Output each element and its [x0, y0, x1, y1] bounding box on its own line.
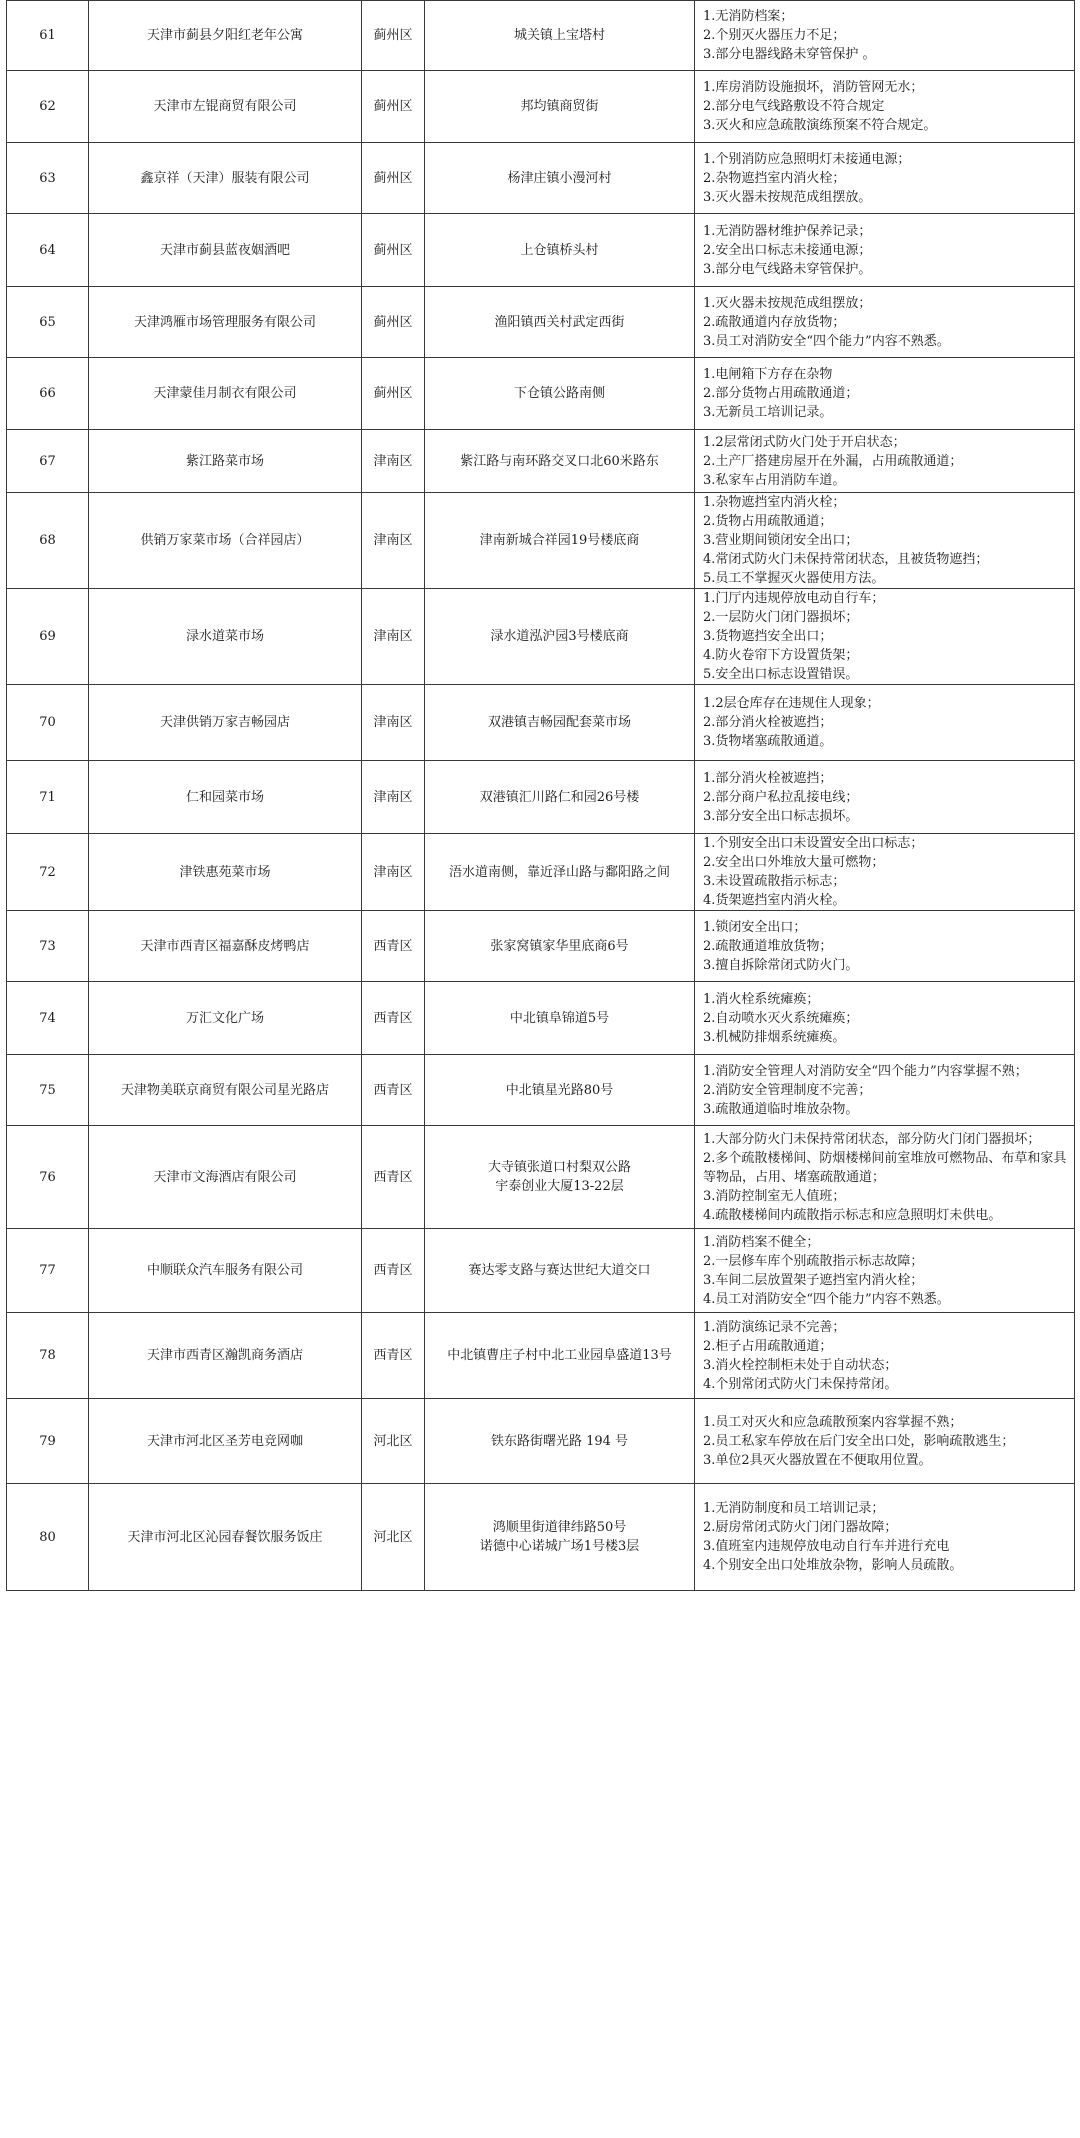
address-line: 鸿顺里街道律纬路50号 [492, 1520, 627, 1535]
unit-name-cell: 渌水道菜市场 [89, 589, 362, 685]
district-cell: 河北区 [362, 1399, 425, 1484]
district-cell: 河北区 [362, 1484, 425, 1591]
issue-item: 3.无新员工培训记录。 [703, 405, 833, 420]
address-line: 中北镇曹庄子村中北工业园阜盛道13号 [447, 1348, 672, 1363]
table-row [7, 1229, 1075, 1313]
issues-cell [695, 143, 1075, 214]
issue-item: 1.消防演练记录不完善； [703, 1319, 846, 1335]
table-row [7, 1055, 1075, 1126]
address-line: 城关镇上宝塔村 [513, 28, 605, 43]
address-cell [425, 685, 695, 761]
row-number-cell: 77 [7, 1229, 89, 1313]
unit-name-cell: 天津市西青区福嘉酥皮烤鸭店 [89, 911, 362, 982]
unit-name-cell: 津铁惠苑菜市场 [89, 834, 362, 911]
issue-item: 3.部分安全出口标志损坏。 [703, 808, 859, 824]
address-cell [425, 430, 695, 493]
issues-cell [695, 1126, 1075, 1229]
row-number-cell: 75 [7, 1055, 89, 1126]
issue-item: 2.柜子占用疏散通道； [703, 1338, 833, 1354]
unit-name-cell: 天津市河北区圣芳电竞网咖 [89, 1399, 362, 1484]
address-line: 杨津庄镇小漫河村 [507, 170, 612, 186]
row-number-cell: 67 [7, 430, 89, 493]
issue-item: 2.个别灭火器压力不足； [703, 28, 846, 43]
district-cell: 西青区 [362, 1055, 425, 1126]
inspection-table-sheet [6, 0, 1074, 1591]
address-cell [425, 1055, 695, 1126]
issue-item: 2.土产厂搭建房屋开在外漏，占用疏散通道； [703, 453, 963, 469]
district-cell: 西青区 [362, 1313, 425, 1399]
row-number-cell: 78 [7, 1313, 89, 1399]
issue-item: 1.无消防制度和员工培训记录； [703, 1501, 885, 1516]
address-cell [425, 1313, 695, 1399]
issues-cell [695, 911, 1075, 982]
address-line: 铁东路街曙光路 194 号 [490, 1433, 629, 1449]
issue-item: 4.疏散楼梯间内疏散指示标志和应急照明灯未供电。 [703, 1207, 1002, 1223]
issue-item: 1.员工对灭火和应急疏散预案内容掌握不熟； [703, 1414, 963, 1430]
inspection-table-body [7, 1, 1075, 1591]
address-line: 紫江路与南环路交叉口北60米路东 [460, 453, 659, 469]
issue-item: 2.自动喷水灭火系统瘫痪； [703, 1010, 859, 1026]
issues-cell [695, 982, 1075, 1055]
table-row [7, 493, 1075, 589]
row-number-cell: 72 [7, 834, 89, 911]
district-cell: 津南区 [362, 589, 425, 685]
issues-cell [695, 685, 1075, 761]
table-row [7, 430, 1075, 493]
issues-cell [695, 287, 1075, 358]
address-line: 双港镇吉畅园配套菜市场 [487, 715, 631, 730]
issue-item: 2.安全出口标志未接通电源； [703, 242, 872, 258]
issue-item: 2.部分电气线路敷设不符合规定 [703, 99, 885, 114]
address-line: 上仓镇桥头村 [520, 242, 599, 258]
issues-cell [695, 1484, 1075, 1591]
district-cell: 蓟州区 [362, 287, 425, 358]
issue-item: 2.杂物遮挡室内消火栓； [703, 170, 846, 186]
issue-item: 2.部分消火栓被遮挡； [703, 715, 833, 730]
address-line: 渔阳镇西关村武定西街 [494, 314, 625, 330]
unit-name-cell: 中顺联众汽车服务有限公司 [89, 1229, 362, 1313]
table-row [7, 1313, 1075, 1399]
issue-item: 2.部分货物占用疏散通道； [703, 386, 859, 401]
address-line: 双港镇汇川路仁和园26号楼 [479, 789, 640, 805]
row-number-cell: 68 [7, 493, 89, 589]
issue-item: 2.安全出口外堆放大量可燃物； [703, 855, 885, 870]
table-row [7, 358, 1075, 430]
issue-item: 1.门厅内违规停放电动自行车； [703, 591, 885, 606]
address-line: 下仓镇公路南侧 [513, 386, 605, 401]
address-line: 诺德中心诺城广场1号楼3层 [479, 1539, 640, 1554]
district-cell: 蓟州区 [362, 214, 425, 287]
row-number-cell: 76 [7, 1126, 89, 1229]
issue-item: 4.常闭式防火门未保持常闭状态，且被货物遮挡； [703, 552, 989, 567]
district-cell: 西青区 [362, 982, 425, 1055]
unit-name-cell: 供销万家菜市场（合祥园店） [89, 493, 362, 589]
table-row [7, 1399, 1075, 1484]
district-cell: 津南区 [362, 685, 425, 761]
issue-item: 3.值班室内违规停放电动自行车并进行充电 [703, 1539, 950, 1554]
issue-item: 1.无消防器材维护保养记录； [703, 223, 872, 239]
district-cell: 津南区 [362, 761, 425, 834]
row-number-cell: 70 [7, 685, 89, 761]
address-line: 浯水道南侧，靠近泽山路与鄱阳路之间 [448, 864, 670, 880]
issue-item: 3.货物堵塞疏散通道。 [703, 734, 833, 749]
unit-name-cell: 天津物美联京商贸有限公司星光路店 [89, 1055, 362, 1126]
address-cell [425, 1229, 695, 1313]
address-cell [425, 214, 695, 287]
table-row [7, 1, 1075, 71]
unit-name-cell: 鑫京祥（天津）服装有限公司 [89, 143, 362, 214]
unit-name-cell: 天津市左锟商贸有限公司 [89, 71, 362, 143]
table-row [7, 1126, 1075, 1229]
issue-item: 4.员工对消防安全“四个能力”内容不熟悉。 [703, 1291, 950, 1307]
address-cell [425, 143, 695, 214]
issue-item: 1.无消防档案； [703, 9, 794, 24]
issue-item: 4.个别常闭式防火门未保持常闭。 [703, 1376, 898, 1392]
issues-cell [695, 834, 1075, 911]
issue-item: 1.个别安全出口未设置安全出口标志； [703, 836, 924, 851]
row-number-cell: 66 [7, 358, 89, 430]
address-cell [425, 358, 695, 430]
row-number-cell: 79 [7, 1399, 89, 1484]
district-cell: 西青区 [362, 911, 425, 982]
district-cell: 蓟州区 [362, 358, 425, 430]
issues-cell [695, 358, 1075, 430]
address-line: 中北镇阜锦道5号 [509, 1010, 610, 1026]
unit-name-cell: 天津蒙佳月制衣有限公司 [89, 358, 362, 430]
issue-item: 2.一层修车库个别疏散指示标志故障； [703, 1253, 924, 1269]
issues-cell [695, 589, 1075, 685]
unit-name-cell: 紫江路菜市场 [89, 430, 362, 493]
issue-item: 1.大部分防火门未保持常闭状态，部分防火门闭门器损坏； [703, 1131, 1041, 1147]
issue-item: 1.2层仓库存在违规住人现象； [703, 696, 880, 711]
address-cell [425, 1399, 695, 1484]
table-row [7, 761, 1075, 834]
address-line: 张家窝镇家华里底商6号 [490, 938, 629, 954]
address-cell [425, 493, 695, 589]
issue-item: 2.货物占用疏散通道； [703, 514, 833, 529]
issue-item: 1.库房消防设施损坏，消防管网无水； [703, 80, 924, 95]
issue-item: 5.安全出口标志设置错误。 [703, 667, 859, 682]
address-cell [425, 71, 695, 143]
address-cell [425, 1126, 695, 1229]
issue-item: 3.部分电器线路未穿管保护 。 [703, 47, 876, 62]
address-line: 大寺镇张道口村梨双公路 [487, 1160, 631, 1175]
issue-item: 2.疏散通道内存放货物； [703, 314, 846, 330]
address-line: 中北镇星光路80号 [505, 1082, 614, 1098]
issue-item: 3.灭火器未按规范成组摆放。 [703, 189, 872, 205]
table-row [7, 143, 1075, 214]
issue-item: 1.部分消火栓被遮挡； [703, 770, 833, 786]
unit-name-cell: 仁和园菜市场 [89, 761, 362, 834]
row-number-cell: 74 [7, 982, 89, 1055]
issue-item: 3.疏散通道临时堆放杂物。 [703, 1101, 859, 1117]
issue-item: 2.部分商户私拉乱接电线； [703, 789, 859, 805]
issues-cell [695, 1, 1075, 71]
issues-cell [695, 761, 1075, 834]
address-cell [425, 834, 695, 911]
district-cell: 蓟州区 [362, 143, 425, 214]
row-number-cell: 80 [7, 1484, 89, 1591]
row-number-cell: 64 [7, 214, 89, 287]
unit-name-cell: 天津市蓟县蓝夜姻酒吧 [89, 214, 362, 287]
table-row [7, 982, 1075, 1055]
issue-item: 3.灭火和应急疏散演练预案不符合规定。 [703, 118, 937, 133]
issue-item: 1.消防档案不健全； [703, 1234, 820, 1250]
issue-item: 3.部分电气线路未穿管保护。 [703, 261, 872, 277]
row-number-cell: 71 [7, 761, 89, 834]
unit-name-cell: 天津供销万家吉畅园店 [89, 685, 362, 761]
issue-item: 4.货架遮挡室内消火栓。 [703, 893, 846, 908]
issue-item: 5.员工不掌握灭火器使用方法。 [703, 571, 885, 586]
issues-cell [695, 1313, 1075, 1399]
issue-item: 1.锁闭安全出口； [703, 919, 807, 935]
issues-cell [695, 71, 1075, 143]
issue-item: 2.厨房常闭式防火门闭门器故障； [703, 1520, 898, 1535]
table-row [7, 685, 1075, 761]
issue-item: 2.一层防火门闭门器损坏； [703, 610, 859, 625]
table-row [7, 834, 1075, 911]
issue-item: 1.消防安全管理人对消防安全“四个能力”内容掌握不熟； [703, 1063, 1028, 1079]
unit-name-cell: 天津市河北区沁园春餐饮服务饭庄 [89, 1484, 362, 1591]
unit-name-cell: 天津市文海酒店有限公司 [89, 1126, 362, 1229]
issues-cell [695, 1229, 1075, 1313]
issue-item: 4.个别安全出口处堆放杂物，影响人员疏散。 [703, 1558, 963, 1573]
issue-item: 3.营业期间锁闭安全出口； [703, 533, 859, 548]
address-line: 邦均镇商贸街 [520, 99, 599, 114]
inspection-table [6, 0, 1075, 1591]
row-number-cell: 61 [7, 1, 89, 71]
issue-item: 3.员工对消防安全“四个能力”内容不熟悉。 [703, 333, 950, 349]
issues-cell [695, 1399, 1075, 1484]
table-row [7, 287, 1075, 358]
address-line: 宇泰创业大厦13-22层 [495, 1179, 624, 1194]
issue-item: 3.机械防排烟系统瘫痪。 [703, 1029, 846, 1045]
district-cell: 蓟州区 [362, 71, 425, 143]
table-row [7, 589, 1075, 685]
issue-item: 1.个别消防应急照明灯未接通电源； [703, 151, 911, 167]
issue-item: 3.车间二层放置架子遮挡室内消火栓； [703, 1272, 924, 1288]
table-row [7, 71, 1075, 143]
unit-name-cell: 天津市西青区瀚凯商务酒店 [89, 1313, 362, 1399]
address-cell [425, 1, 695, 71]
issue-item: 3.私家车占用消防车道。 [703, 472, 846, 488]
issue-item: 3.擅自拆除常闭式防火门。 [703, 957, 859, 973]
table-row [7, 1484, 1075, 1591]
address-line: 津南新城合祥园19号楼底商 [479, 533, 640, 548]
issue-item: 4.防火卷帘下方设置货架； [703, 648, 859, 663]
table-row [7, 214, 1075, 287]
row-number-cell: 62 [7, 71, 89, 143]
unit-name-cell: 天津鸿雁市场管理服务有限公司 [89, 287, 362, 358]
address-cell [425, 982, 695, 1055]
issue-item: 1.灭火器未按规范成组摆放； [703, 295, 872, 311]
address-cell [425, 911, 695, 982]
row-number-cell: 65 [7, 287, 89, 358]
row-number-cell: 69 [7, 589, 89, 685]
district-cell: 津南区 [362, 493, 425, 589]
issue-item: 2.疏散通道堆放货物； [703, 938, 833, 954]
issue-item: 3.单位2具灭火器放置在不便取用位置。 [703, 1452, 932, 1468]
district-cell: 蓟州区 [362, 1, 425, 71]
issues-cell [695, 430, 1075, 493]
district-cell: 西青区 [362, 1229, 425, 1313]
table-row [7, 911, 1075, 982]
issues-cell [695, 214, 1075, 287]
unit-name-cell: 万汇文化广场 [89, 982, 362, 1055]
issue-item: 3.货物遮挡安全出口； [703, 629, 833, 644]
issues-cell [695, 1055, 1075, 1126]
address-cell [425, 589, 695, 685]
issue-item: 3.消火栓控制柜未处于自动状态； [703, 1357, 898, 1373]
issue-item: 2.多个疏散楼梯间、防烟楼梯间前室堆放可燃物品、布草和家具等物品，占用、堵塞疏散通道； [703, 1150, 1067, 1185]
address-cell [425, 761, 695, 834]
issue-item: 2.员工私家车停放在后门安全出口处，影响疏散逃生； [703, 1433, 1015, 1449]
address-cell [425, 1484, 695, 1591]
issue-item: 1.杂物遮挡室内消火栓； [703, 495, 846, 510]
row-number-cell: 63 [7, 143, 89, 214]
issue-item: 1.消火栓系统瘫痪； [703, 991, 820, 1007]
issue-item: 1.电闸箱下方存在杂物 [703, 367, 833, 382]
unit-name-cell: 天津市蓟县夕阳红老年公寓 [89, 1, 362, 71]
issue-item: 3.消防控制室无人值班； [703, 1188, 846, 1204]
issue-item: 3.未设置疏散指示标志； [703, 874, 846, 889]
row-number-cell: 73 [7, 911, 89, 982]
issues-cell [695, 493, 1075, 589]
issue-item: 1.2层常闭式防火门处于开启状态； [703, 434, 906, 450]
district-cell: 西青区 [362, 1126, 425, 1229]
district-cell: 津南区 [362, 834, 425, 911]
address-cell [425, 287, 695, 358]
address-line: 渌水道泓沪园3号楼底商 [490, 629, 629, 644]
address-line: 赛达零支路与赛达世纪大道交口 [468, 1263, 651, 1278]
issue-item: 2.消防安全管理制度不完善； [703, 1082, 872, 1098]
district-cell: 津南区 [362, 430, 425, 493]
